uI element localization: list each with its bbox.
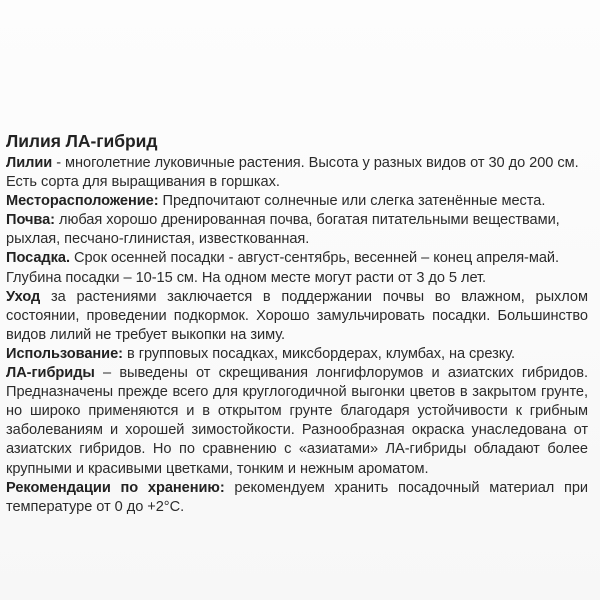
section-text: рекомендуем хранить посадочный материал при температуре от 0 до +2°С. (6, 479, 589, 515)
section-planting (6, 249, 588, 287)
section-text: любая хорошо дренированная почва, богатая питательными веществами, рыхлая, песчано-глинистая, известкованная. (6, 212, 560, 248)
section-lilies (6, 154, 588, 192)
section-text: Предпочитают солнечные или слегка затенённые места. (158, 193, 546, 210)
section-text: Срок осенней посадки - август-сентябрь, весенней – конец апреля-май. Глубина посадки – 10-15 см. На одном месте могут расти от 3 до 5 лет. (6, 250, 560, 286)
section-text: в групповых посадках, миксбордерах, клумбах, на срезку. (122, 345, 516, 362)
section-label: ЛА-гибриды (6, 365, 95, 382)
section-label: Месторасположение: (6, 193, 159, 210)
section-storage (6, 479, 588, 517)
section-location (6, 192, 588, 211)
section-label: Почва: (6, 212, 55, 229)
section-label: Посадка. (6, 250, 70, 267)
section-text: за растениями заключается в поддержании почвы во влажном, рыхлом состоянии, проведении подкормок. Хорошо замульчировать посадки. Большинство видов лилий не требует выкопки на зиму. (6, 288, 588, 343)
section-label: Использование: (6, 345, 123, 362)
section-label: Рекомендации по хранению: (6, 479, 225, 496)
page-title: Лилия ЛА-гибрид (6, 131, 158, 151)
description-text-block (6, 130, 588, 517)
section-care (6, 288, 588, 345)
section-text: - многолетние луковичные растения. Высота у разных видов от 30 до 200 см. Есть сорта для выращивания в горшках. (6, 155, 579, 191)
section-label: Уход (6, 288, 41, 305)
section-text: – выведены от скрещивания лонгифлорумов и азиатских гибридов. Предназначены прежде всего для круглогодичной выгонки цветов в закрытом грунте, но широко применяются и в открытом грунте благодаря устойчивости к грибным заболеваниям и хорошей зимостойкости. Разнообразная окраска унаследована от азиатских гибридов. Но по сравнению с «азиатами» ЛА-гибриды обладают более крупными и красивыми цветками, тонким и нежным ароматом. (6, 365, 588, 477)
section-usage (6, 345, 588, 364)
section-soil (6, 211, 588, 249)
section-label: Лилии (6, 155, 53, 171)
section-la-hybrids (6, 364, 588, 479)
